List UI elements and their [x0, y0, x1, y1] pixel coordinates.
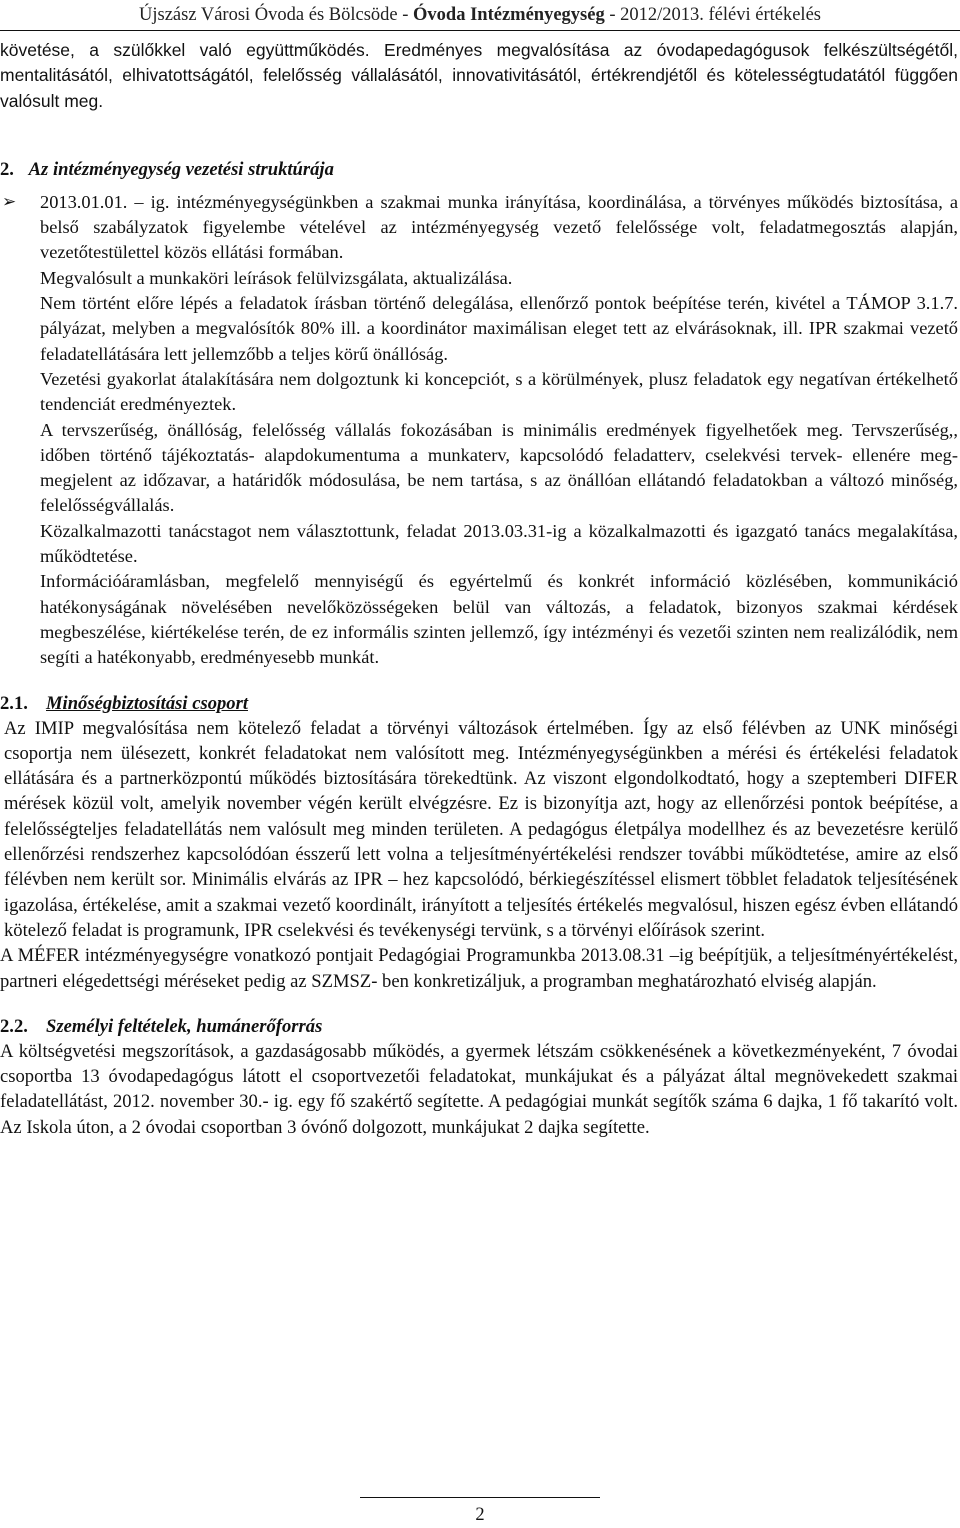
section-number: 2.1.	[0, 692, 28, 714]
bullet-paragraph: Információáramlásban, megfelelő mennyiségű és egyértelmű és konkrét információ közlésében, kommunikáció hatékonyságának növelésében nevelőközösségeken belül van változás, a feladatok, bizonyos szakmai kérdések megbeszélése, kiértékelése terén, de ez informális szinten jellemző, így intézményi és vezetői szinten nem realizálódik, nem segíti a hatékonyabb, eredményesebb munkát.	[40, 571, 958, 668]
bullet-paragraph: Megvalósult a munkaköri leírások felülvizsgálata, aktualizálása.	[40, 267, 513, 288]
section-heading-2-1	[0, 691, 958, 716]
section-heading-2-2	[0, 1014, 958, 1039]
bullet-block	[0, 190, 958, 671]
body-paragraph: Az IMIP megvalósítása nem kötelező feladat a törvényi változások értelmében. Így az első félévben az UNK minőségi csoportja nem ülésezett, konkrét feladatokat nem valósított meg. Intézményegységünkben a mérési és értékelési feladatok ellátására és a partnerközpontú működés biztosítására törekedtünk. Az viszont elgondolkodtató, hogy a szeptemberi DIFER mérések közül volt, amelyik november végén került elvégzésre. Ez is bizonyítja azt, hogy az ellenőrzési pontok beépítése, a felelősségteljes feladatellátás nem valósult meg minden területen. A pedagógus életpálya modellhez és az bevezetésre kerülő ellenőrzési rendszerhez kapcsolódóan ésszerű lett volna a teljesítményértékelési rendszer további működtetése, amire az első félévben nem került sor. Minimális elvárás az IPR – hez kapcsolódó, bérkiegészítéssel elismert többlet feladatok teljesítésének igazolása, értékelése, amit a szakmai vezető koordinált, irányított a teljesítés értékelés megvalósul, hiszen egész évben ellátandó kötelező feladat is programunk, IPR cselekvési és tevékenységi tervünk, s a törvényi előírások szerint.	[4, 717, 958, 941]
header-bold: Óvoda Intézményegység	[413, 5, 605, 25]
section-title: Minőségbiztosítási csoport	[46, 692, 248, 714]
bullet-paragraph: Nem történt előre lépés a feladatok írásban történő delegálása, ellenőrző pontok beépítése terén, kivétel a TÁMOP 3.1.7. pályázat, melyben a megvalósítók 80% ill. a koordinátor maximálisan eleget tett az elvárásoknak, ill. IPR szakmai vezető feladatellátására lett jellemzőbb a teljes körű önállóság.	[40, 293, 958, 364]
section-heading-2	[0, 158, 958, 182]
page-number: 2	[475, 1505, 485, 1525]
header-rule	[0, 30, 960, 31]
body-paragraph: A MÉFER intézményegységre vonatkozó pontjait Pedagógiai Programunkba 2013.08.31 –ig beépítjük, a teljesítményértékelést, partneri elégedettségi méréseket pedig az SZMSZ- ben konkretizáljuk, a programban meghatározható elviség alapján.	[0, 945, 958, 992]
bullet-paragraph: A tervszerűség, önállóság, felelősség vállalás fokozásában is minimális eredmények figyelhetőek meg. Tervszerűség,, időben történő tájékoztatás- alapdokumentuma a munkaterv, kapcsolódó feladatterv, cselekvési tervek- ellenére meg-megjelent az időzavar, a határidők módosulása, be nem tartása, s az önállóan ellátandó feladatokban a változó minőség, felelősségvállalás.	[40, 419, 958, 516]
page-header	[0, 4, 960, 26]
bullet-paragraph: Vezetési gyakorlat átalakítására nem dolgoztunk ki koncepciót, s a körülmények, plusz feladatok egy negatívan értékelhető tendenciát eredményeztek.	[40, 368, 958, 415]
header-suffix: - 2012/2013. félévi értékelés	[604, 5, 821, 25]
section-title: Az intézményegység vezetési struktúrája	[28, 158, 334, 180]
page-content	[0, 38, 958, 1140]
body-paragraph: A költségvetési megszorítások, a gazdaságosabb működés, a gyermek létszám csökkenésének a következményeként, 7 óvodai csoportba 13 óvodapedagógus látott el csoportvezetői feladatokat, munkájukat és a pályázat által megnövekedett szakmai feladatellátást, 2012. november 30.- ig. egy fő szakértő segítette. A pedagógiai munkát segítők száma 6 dajka, 1 fő takarító volt. Az Iskola úton, a 2 óvodai csoportban 3 óvónő dolgozott, munkájukat 2 dajka segítette.	[0, 1040, 958, 1138]
bullet-paragraph: 2013.01.01. – ig. intézményegységünkben a szakmai munka irányítása, koordinálása, a törvényes működés biztosítása, a belső szabályzatok figyelembe vételével az intézményegység vezető felelőssége volt, feladatmegosztás alapján, vezetőtestülettel közös ellátási formában.	[40, 191, 958, 263]
section-number: 2.	[0, 158, 14, 180]
arrow-bullet-icon: ➢	[2, 191, 17, 212]
section-title: Személyi feltételek, humánerőforrás	[46, 1015, 323, 1037]
intro-paragraph: követése, a szülőkkel való együttműködés. Eredményes megvalósítása az óvodapedagógusok felkészültségétől, mentalitásától, elhivatottságától, felelősség vállalásától, innovativitásától, értékrendjétől és kötelességtudatától függően valósult meg.	[0, 40, 958, 111]
footer-rule	[360, 1497, 600, 1498]
header-prefix: Újszász Városi Óvoda és Bölcsöde -	[139, 5, 414, 25]
section-number: 2.2.	[0, 1015, 28, 1037]
bullet-paragraph: Közalkalmazotti tanácstagot nem választottunk, feladat 2013.03.31-ig a közalkalmazotti és igazgató tanács megalakítása, működtetése.	[40, 520, 958, 567]
